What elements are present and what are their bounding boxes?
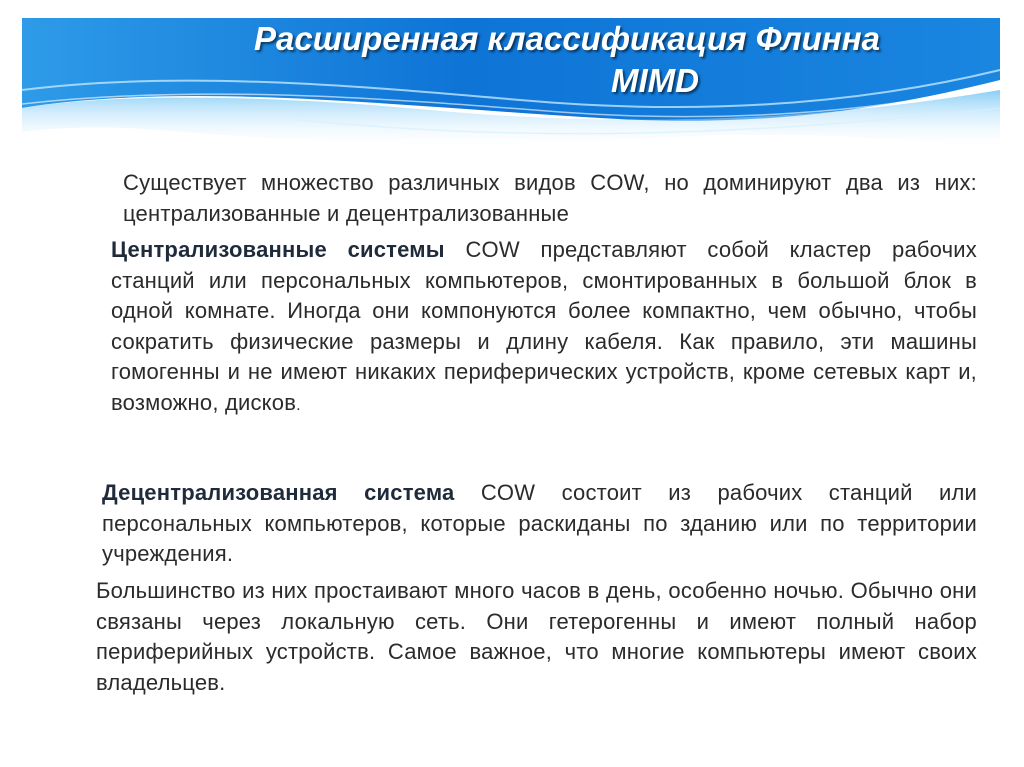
slide-title-line1: Расширенная классификация Флинна bbox=[254, 20, 880, 57]
slide-title-line2: MIMD bbox=[611, 62, 699, 99]
paragraph-decentralized-text: COW состоит из рабочих станций или персональных компьютеров, которые раскиданы по зданию или по территории учреждения. bbox=[102, 480, 978, 566]
slide-title bbox=[240, 18, 1024, 102]
paragraph-decentralized bbox=[50, 478, 977, 570]
paragraph-idle-text: Большинство из них простаивают много часов в день, особенно ночью. Обычно они связаны через локальную сеть. Они гетерогенны и имеют полный набор периферийных устройств. Самое важное, что многие компьютеры имеют своих владельцев. bbox=[96, 578, 977, 695]
paragraph-centralized bbox=[93, 235, 977, 421]
paragraph-centralized-text: COW представляют собой кластер рабочих станций или персональных компьютеров, смонтированных в большой блок в одной комнате. Иногда они компонуются более компактно, чем обычно, чтобы сократить физические размеры и длину кабеля. Как правило, эти машины гомогенны и не имеют никаких периферических устройств, кроме сетевых карт и, возможно, дисков bbox=[111, 237, 977, 415]
paragraph-intro bbox=[93, 168, 977, 229]
paragraph-idle bbox=[50, 576, 977, 698]
paragraph-intro-text: Существует множество различных видов COW, но доминируют два из них: централизованные и децентрализованные bbox=[123, 170, 977, 226]
term-decentralized: Децентрализованная система bbox=[102, 480, 455, 505]
paragraph-centralized-end: . bbox=[296, 396, 301, 414]
term-centralized: Централизованные системы bbox=[111, 237, 445, 262]
